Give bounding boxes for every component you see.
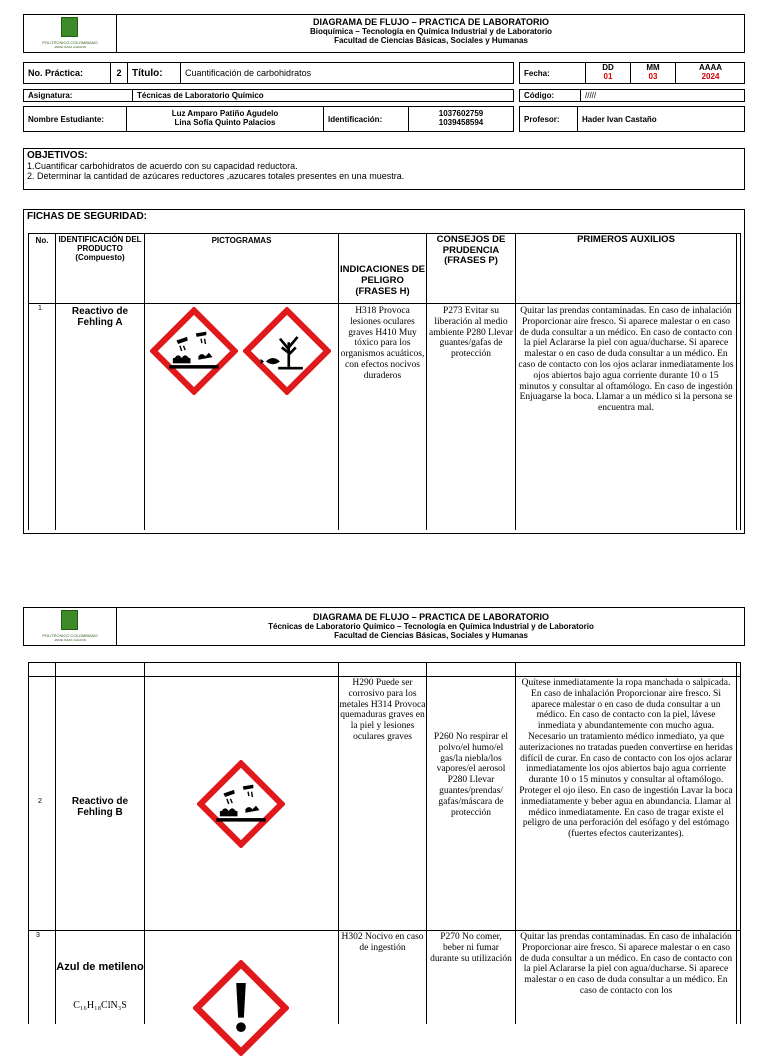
exclamation-pictogram-icon	[193, 960, 289, 1056]
row1-p-phrases: P273 Evitar su liberación al medio ambiente P280 Llevar guantes/gafas de protección	[429, 306, 513, 360]
row3-formula: C₁₆H₁₈ClN₃S	[73, 1000, 127, 1011]
col-p-header: CONSEJOS DE PRUDENCIA (FRASES P)	[436, 234, 506, 266]
student-id-2: 1039458594	[438, 118, 484, 127]
doc-title-2: DIAGRAMA DE FLUJO – PRACTICA DE LABORATORIO	[312, 612, 549, 622]
code-label: Código:	[524, 91, 555, 100]
row1-h-phrases: H318 Provoca lesiones oculares graves H410 Muy tóxico para los organismos acuáticos, con efectos nocivos duraderos	[340, 306, 425, 381]
row3-h-phrases: H302 Nocivo en caso de ingestión	[341, 932, 424, 953]
col-h-header: INDICACIONES DE PELIGRO (FRASES H)	[340, 264, 425, 297]
doc-subtitle-2: Técnicas de Laboratorio Químico – Tecnología en Química Industrial y de Laboratorio	[268, 622, 594, 631]
row2-product: Reactivo de Fehling B	[71, 796, 129, 818]
doc-faculty: Facultad de Ciencias Básicas, Sociales y Humanas	[334, 36, 528, 45]
code-value: /////	[585, 91, 597, 100]
logo-text: POLITÉCNICO COLOMBIANO	[42, 633, 98, 638]
subject-value: Técnicas de Laboratorio Químico	[137, 91, 264, 100]
col-pictogram-header: PICTOGRAMAS	[211, 236, 272, 245]
doc-title: DIAGRAMA DE FLUJO – PRACTICA DE LABORATORIO	[312, 17, 549, 27]
practice-label: No. Práctica:	[28, 68, 84, 78]
practice-value: 2	[116, 68, 122, 78]
doc-subtitle: Bioquímica – Tecnología en Química Industrial y de Laboratorio	[309, 27, 553, 36]
professor-label: Profesor:	[524, 114, 560, 124]
environment-pictogram-icon	[243, 307, 331, 395]
objective-1: 1.Cuantificar carbohidratos de acuerdo con su capacidad reductora.	[27, 161, 298, 171]
col-id-header: IDENTIFICACIÓN DEL PRODUCTO (Compuesto)	[58, 235, 142, 262]
row2-p-phrases: P260 No respirar el polvo/el humo/el gas/la niebla/los vapores/el aerosol P280 Llevar guantes/prendas/ gafas/máscara de protección	[433, 732, 509, 818]
row2-h-phrases: H290 Puede ser corrosivo para los metales H314 Provoca quemaduras graves en la piel y lesiones oculares graves	[339, 678, 426, 742]
mm-label: MM	[646, 63, 660, 72]
professor-value: Hader Ivan Castaño	[582, 114, 657, 124]
row1-first-aid: Quitar las prendas contaminadas. En caso de inhalación Proporcionar aire fresco. Si aparece malestar o en caso de duda consultar a un médico. En caso de contacto con la piel Aclararse la piel con agua/ducharse. Si aparece malestar o en caso de duda consultar a un médico. En caso de contacto con los ojos aclarar inmediatamente los ojos abiertos bajo agua corriente durante 10 o 15 minutos y consultar al oftamólogo. En caso de ingestión Enjuagarse la boca. Llamar a un médico si la persona se encuentra mal.	[518, 306, 734, 414]
row2-first-aid: Quítese inmediatamente la ropa manchada o salpicada. En caso de inhalación Proporcionar aire fresco. Si aparece malestar o en caso de duda consultar a un médico. En caso de contacto con la piel, lávese inmediata y abundantemente con mucho agua. Necesario un tratamiento médico inmediato, ya que auterizaciones no tratadas pueden convertirse en heridas difícil de curar. En caso de contacto con los ojos aclarar inmediatamente los ojos abiertos bajo agua corriente durante 10 o 15 minutos y consultar al oftamólogo. Proteger el ojo ileso. En caso de ingestión Lavar la boca inmediatamente y beber agua en abundancia. Llamar al médico inmediatamente. En caso de tragar existe el peligro de una perforación del esófago y del estómago (fuertes efectos cauterizantes).	[519, 678, 733, 840]
logo-subtext: JAIME ISAZA CADAVID	[53, 638, 87, 642]
logo-shield-icon	[61, 17, 78, 37]
subject-label: Asignatura:	[28, 91, 73, 100]
institution-logo	[24, 15, 116, 52]
dd-value: 01	[603, 72, 613, 81]
doc-faculty-2: Facultad de Ciencias Básicas, Sociales y Humanas	[334, 631, 528, 640]
corrosion-pictogram-icon	[197, 760, 285, 848]
col-aid-header: PRIMEROS AUXILIOS	[577, 234, 675, 245]
title-label: Título:	[132, 67, 163, 79]
logo-shield-icon	[61, 610, 78, 630]
row3-product: Azul de metileno	[56, 961, 144, 973]
logo-subtext: JAIME ISAZA CADAVID	[53, 45, 87, 49]
col-no-header: No.	[35, 236, 49, 245]
row2-no: 2	[38, 798, 42, 805]
safety-heading: FICHAS DE SEGURIDAD:	[27, 211, 148, 222]
mm-value: 03	[648, 72, 658, 81]
title-value: Cuantificación de carbohidratos	[185, 68, 312, 78]
row3-first-aid: Quitar las prendas contaminadas. En caso de inhalación Proporcionar aire fresco. Si aparece malestar o en caso de duda consultar a un médico. En caso de contacto con la piel Aclararse la piel con agua/ducharse. Si aparece malestar o en caso de duda consultar a un médico. En caso de contacto con los	[519, 932, 733, 996]
row3-no: 3	[36, 932, 40, 939]
institution-logo-2	[24, 608, 116, 645]
student-name-2: Lina Sofía Quinto Palacios	[174, 118, 276, 127]
dd-label: DD	[602, 63, 614, 72]
objectives-heading: OBJETIVOS:	[27, 150, 88, 161]
logo-text: POLITÉCNICO COLOMBIANO	[42, 40, 98, 45]
row1-no: 1	[38, 305, 42, 312]
date-label: Fecha:	[524, 68, 550, 78]
student-name-1: Luz Amparo Patiño Agudelo	[171, 109, 279, 118]
id-label: Identificación:	[328, 114, 383, 124]
objective-2: 2. Determinar la cantidad de azúcares reductores ,azucares totales presentes en una muestra.	[27, 171, 405, 181]
row3-p-phrases: P270 No comer, beber ni fumar durante su utilización	[430, 932, 512, 964]
student-label: Nombre Estudiante:	[28, 114, 105, 124]
row1-product: Reactivo de Fehling A	[71, 306, 129, 328]
student-id-1: 1037602759	[438, 109, 484, 118]
yy-value: 2024	[701, 72, 720, 81]
corrosion-pictogram-icon	[150, 307, 238, 395]
yy-label: AAAA	[698, 63, 723, 72]
